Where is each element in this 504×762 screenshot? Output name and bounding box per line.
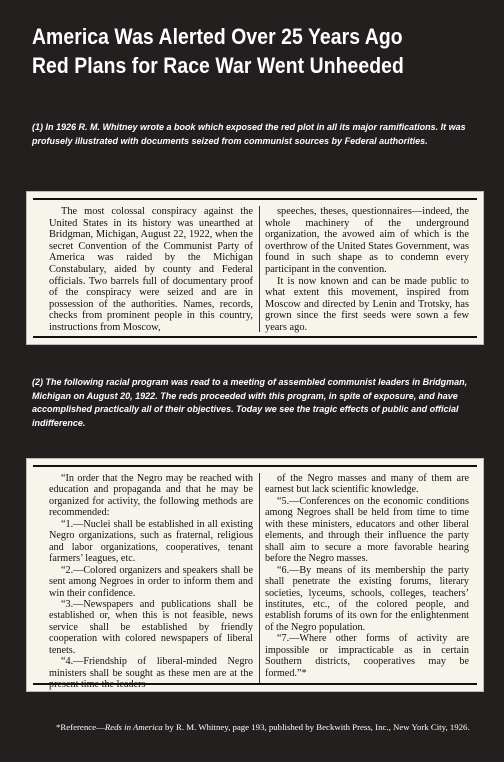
- clipping-paragraph: speeches, theses, questionnaires—indeed, the whole machinery of the underground organization, the avowed aim of which is the overthrow of the United States Government, was found in such shape as to condemn every participant in the convention.: [265, 206, 469, 275]
- clipping-top-rule: [33, 198, 477, 200]
- clipping-paragraph: “6.—By means of its membership the party shall penetrate the existing forums, literary societies, lyceums, schools, colleges, teachers’ institutes, etc., of the colored people, and establish forums of its own for the enlightenment of the Negro population.: [265, 564, 469, 633]
- headline: [32, 22, 410, 80]
- clipping-paragraph: The most colossal conspiracy against the United States in its history was unearthed at Bridgman, Michigan, August 22, 1922, when the secret Convention of the Communist Party of America was raided by the Michigan Constabulary, aided by county and Federal officials. Two barrels full of documentary proof of the conspiracy were seized and are in possession of the authorities. Names, records, checks from prominent people in this country, instructions from Moscow,: [49, 206, 253, 333]
- intro-paragraph-2: (2) The following racial program was read to a meeting of assembled communist leaders in Bridgman, Michigan on August 20, 1922. The reds proceeded with this program, in spite of exposure, and have accomplished practically all of their objectives. Today we see the tragic effects of public and official indifference.: [32, 377, 468, 428]
- intro-paragraph-1: (1) In 1926 R. M. Whitney wrote a book which exposed the red plot in all its major ramifications. It was profusely illustrated with documents seized from communist sources by Federal authorities.: [32, 122, 466, 146]
- clipping-paragraph: “7.—Where other forms of activity are impossible or impracticable as in certain Southern districts, cooperatives may be formed.”*: [265, 633, 469, 679]
- clipping-top-rule: [33, 465, 477, 467]
- footnote-prefix: *Reference—: [56, 722, 105, 732]
- clipping-right-column: [260, 473, 469, 683]
- clipping-bottom-rule: [33, 683, 477, 685]
- clipping-columns: [49, 473, 469, 691]
- footnote-book-title: Reds in America: [104, 722, 163, 732]
- clipping-left-column: [49, 473, 260, 691]
- clipping-paragraph: “In order that the Negro may be reached with education and propaganda and that he may be organized for activity, the following methods are recommended:: [49, 473, 253, 519]
- clipping-paragraph: “4.—Friendship of liberal-minded Negro ministers shall be sought as these men are at the present time the leaders: [49, 656, 253, 691]
- headline-line-2: Red Plans for Race War Went Unheeded: [32, 53, 404, 78]
- clipping-paragraph: “2.—Colored organizers and speakers shall be sent among Negroes in order to inform them and win their confidence.: [49, 564, 253, 599]
- clipping-paragraph: “3.—Newspapers and publications shall be established or, when this is not feasible, news service shall be established by friendly cooperation with colored newspapers of liberal tenets.: [49, 598, 253, 656]
- clipping-right-column: [260, 206, 469, 332]
- clipping-paragraph: “1.—Nuclei shall be established in all existing Negro organizations, such as fraternal, religious and labor organizations, cooperatives, tenant farmers’ leagues, etc.: [49, 518, 253, 565]
- clipping-bottom-rule: [33, 336, 477, 338]
- clipping-paragraph: It is now known and can be made public to what extent this movement, inspired from Moscow and directed by Lenin and Trotsky, has grown since the first seeds were sown a few years ago.: [265, 275, 469, 333]
- newspaper-clipping-2: [27, 459, 483, 691]
- headline-line-1: America Was Alerted Over 25 Years Ago: [32, 24, 403, 49]
- clipping-left-column: [49, 206, 260, 332]
- clipping-columns: [49, 206, 469, 332]
- clipping-paragraph: of the Negro masses and many of them are earnest but lack scientific knowledge.: [265, 473, 469, 496]
- footnote-details: by R. M. Whitney, page 193, published by Beckwith Press, Inc., New York City, 1926.: [162, 722, 470, 732]
- reference-footnote: [56, 722, 476, 733]
- clipping-paragraph: “5.—Conferences on the economic conditions among Negroes shall be held from time to time with these ministers, educators and other liberal elements, and through their influence the party shall aim to secure a more favorable hearing before the Negro masses.: [265, 495, 469, 565]
- newspaper-clipping-1: [27, 192, 483, 344]
